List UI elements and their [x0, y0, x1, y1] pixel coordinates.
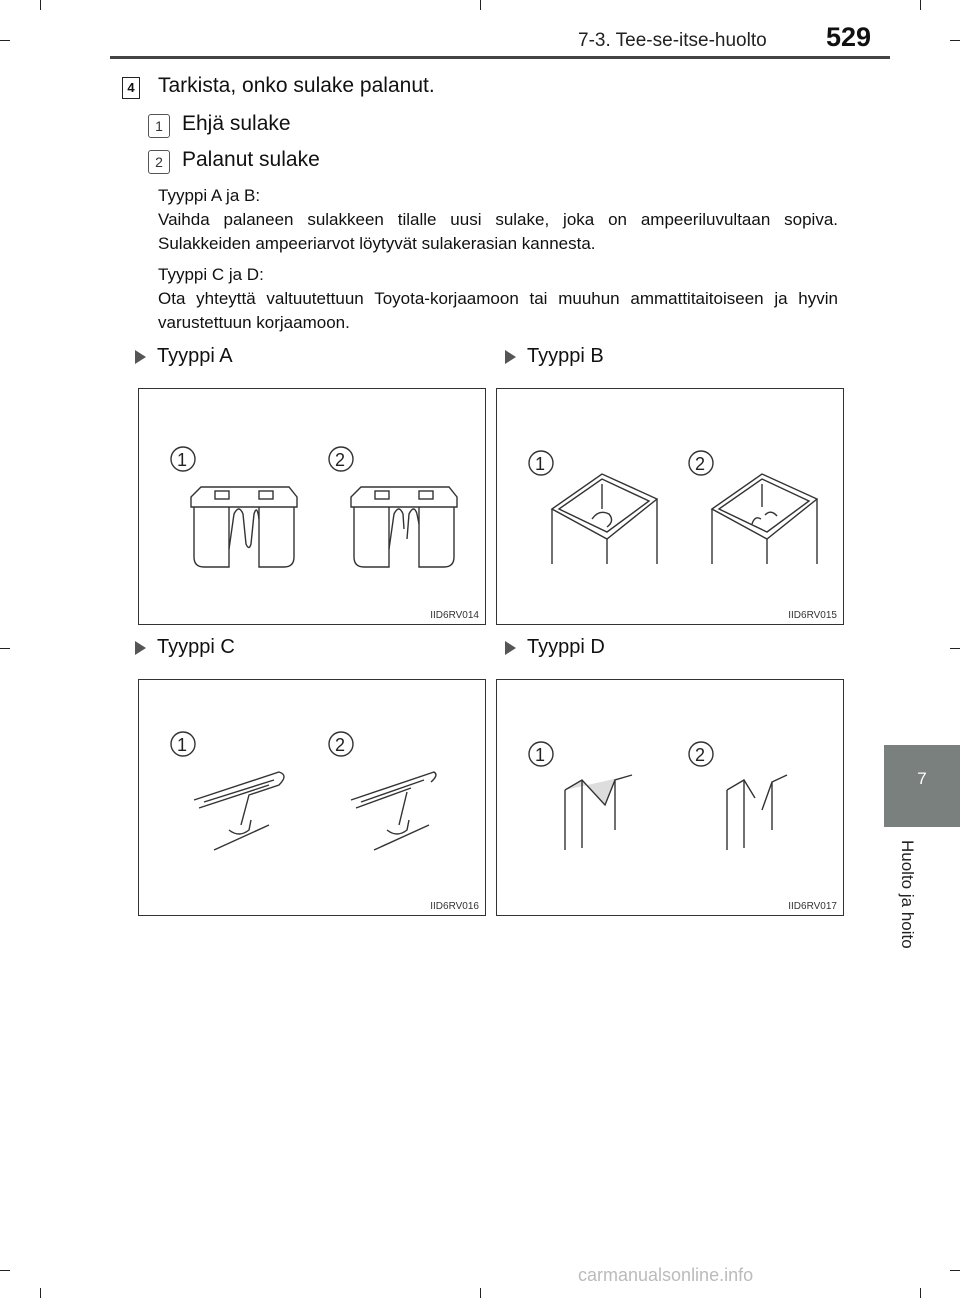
figure-type-c [138, 679, 486, 916]
header-rule [110, 56, 890, 59]
triangle-bullet-icon [505, 641, 516, 655]
callout-2: 2 [335, 735, 346, 755]
blown-fuse-icon [727, 775, 787, 850]
paragraph-body: Ota yhteyttä valtuutettuun Toyota-korjaamoon tai muuhun ammattitaitoiseen ja hyvin varustettuun korjaamoon. [158, 289, 838, 332]
chapter-tab-label: Huolto ja hoito [898, 840, 917, 949]
figure-label: Tyyppi C [157, 636, 235, 658]
crop-mark [920, 0, 921, 10]
intact-fuse-icon [552, 474, 657, 564]
chapter-title: 7-3. Tee-se-itse-huolto [578, 30, 767, 51]
figure-type-a [138, 388, 486, 625]
crop-mark [950, 1270, 960, 1271]
blown-fuse-icon [351, 487, 457, 567]
crop-mark [40, 1288, 41, 1298]
paragraph-heading: Tyyppi A ja B: [158, 186, 261, 205]
paragraph [158, 263, 838, 335]
figure-label: Tyyppi D [527, 636, 605, 658]
intact-fuse-icon [191, 487, 297, 567]
item-text: Palanut sulake [182, 148, 320, 171]
blown-fuse-icon [351, 772, 436, 850]
callout-1: 1 [535, 454, 546, 474]
figure-id: IID6RV015 [788, 610, 837, 621]
paragraph [158, 184, 838, 256]
figure-id: IID6RV016 [430, 901, 479, 912]
crop-mark [480, 0, 481, 10]
callout-2: 2 [695, 745, 706, 765]
callout-2: 2 [695, 454, 706, 474]
callout-1: 1 [177, 450, 188, 470]
crop-mark [920, 1288, 921, 1298]
triangle-bullet-icon [135, 641, 146, 655]
triangle-bullet-icon [505, 350, 516, 364]
callout-2: 2 [335, 450, 346, 470]
figure-label: Tyyppi B [527, 345, 604, 367]
blown-fuse-icon [712, 474, 817, 564]
watermark: carmanualsonline.info [578, 1265, 754, 1285]
crop-mark [950, 648, 960, 649]
page-number: 529 [826, 22, 872, 52]
crop-mark [950, 40, 960, 41]
item-number: 2 [148, 150, 170, 174]
step-number: 4 [122, 77, 140, 99]
intact-fuse-icon [194, 772, 284, 850]
crop-mark [480, 1288, 481, 1298]
item-number: 1 [148, 114, 170, 138]
figure-label: Tyyppi A [157, 345, 233, 367]
callout-1: 1 [177, 735, 188, 755]
item-text: Ehjä sulake [182, 112, 291, 135]
figure-type-b [496, 388, 844, 625]
crop-mark [40, 0, 41, 10]
chapter-tab[interactable] [884, 745, 960, 827]
crop-mark [0, 1270, 10, 1271]
crop-mark [0, 648, 10, 649]
step-text: Tarkista, onko sulake palanut. [158, 74, 435, 97]
figure-type-d [496, 679, 844, 916]
crop-mark [0, 40, 10, 41]
paragraph-body: Vaihda palaneen sulakkeen tilalle uusi sulake, joka on ampeeriluvultaan sopiva. Sulakkeiden ampeeriarvot löytyvät sulakerasian kannesta. [158, 210, 838, 253]
paragraph-heading: Tyyppi C ja D: [158, 265, 264, 284]
triangle-bullet-icon [135, 350, 146, 364]
figure-id: IID6RV014 [430, 610, 479, 621]
figure-id: IID6RV017 [788, 901, 837, 912]
intact-fuse-icon [565, 775, 632, 850]
callout-1: 1 [535, 745, 546, 765]
chapter-tab-number: 7 [917, 769, 927, 788]
